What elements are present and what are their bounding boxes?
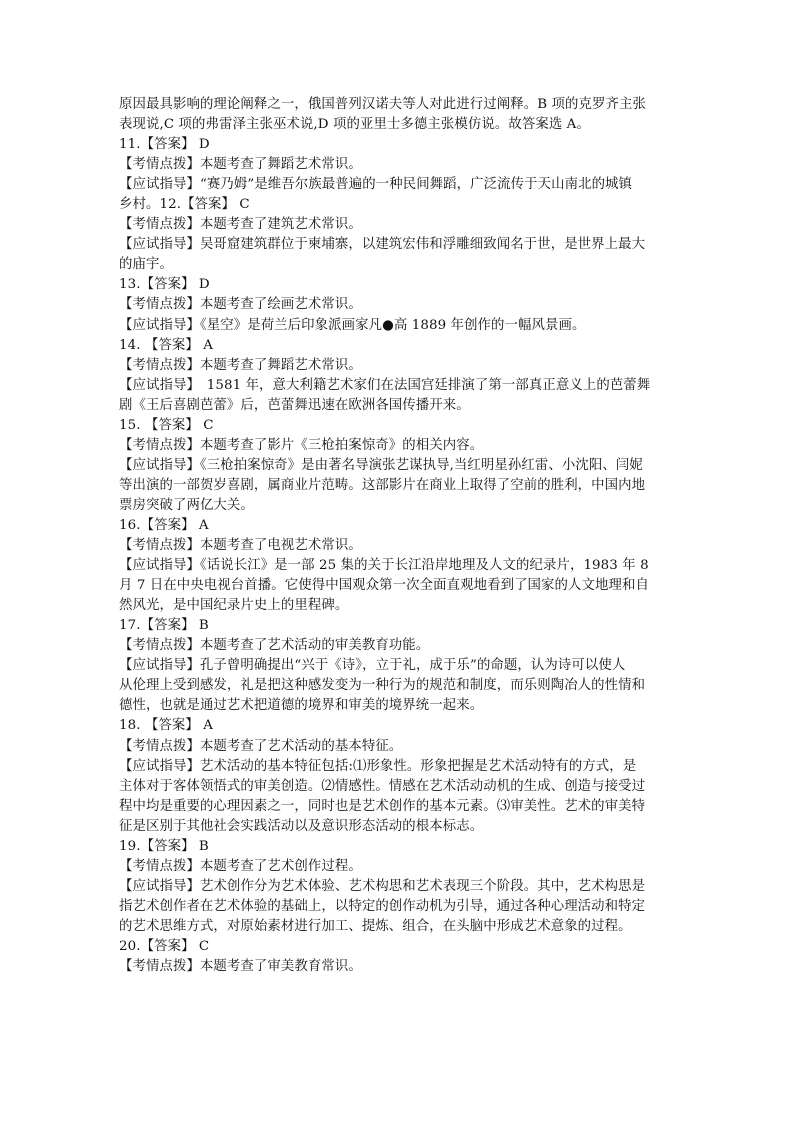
text-line: 的艺术思维方式，对原始素材进行加工、提炼、组合，在头脑中形成艺术意象的过程。 <box>119 918 632 934</box>
text-line: 票房突破了两亿大关。 <box>119 497 254 513</box>
answer-line: 20.【答案】 C <box>119 938 210 954</box>
text-line: 主体对于客体领悟式的审美创造。⑵情感性。情感在艺术活动动机的生成、创造与接受过 <box>119 778 646 794</box>
point-line: 【考情点拨】本题考查了舞蹈艺术常识。 <box>119 357 362 373</box>
guidance-line: 【应试指导】孔子曾明确提出“兴于《诗》，立于礼，成于乐”的命题，认为诗可以使人 <box>119 658 626 674</box>
text-line: 剧《王后喜剧芭蕾》后，芭蕾舞迅速在欧洲各国传播开来。 <box>119 397 470 413</box>
point-line: 【考情点拨】本题考查了艺术活动的审美教育功能。 <box>119 638 430 654</box>
text-line: 程中均是重要的心理因素之一，同时也是艺术创作的基本元素。⑶审美性。艺术的审美特 <box>119 798 646 814</box>
text-line: 然风光，是中国纪录片史上的里程碑。 <box>119 598 349 614</box>
guidance-line: 【应试指导】《话说长江》是一部 25 集的关于长江沿岸地理及人文的纪录片，1983 年 8 <box>119 558 649 574</box>
guidance-line: 【应试指导】吴哥窟建筑群位于柬埔寨，以建筑宏伟和浮雕细致闻名于世，是世界上最大 <box>119 237 646 253</box>
answer-line: 17.【答案】 B <box>119 618 209 634</box>
point-line: 【考情点拨】本题考查了审美教育常识。 <box>119 959 362 975</box>
answer-line: 13.【答案】 D <box>119 277 210 293</box>
text-line: 的庙宇。 <box>119 257 173 273</box>
text-line: 从伦理上受到感发，礼是把这种感发变为一种行为的规范和制度，而乐则陶冶人的性情和 <box>119 678 646 694</box>
answer-line: 11.【答案】 D <box>119 137 210 153</box>
point-line: 【考情点拨】本题考查了舞蹈艺术常识。 <box>119 157 362 173</box>
guidance-line: 【应试指导】 1581 年，意大利籍艺术家们在法国宫廷排演了第一部真正意义上的芭蕾舞 <box>119 377 651 393</box>
guidance-line: 【应试指导】“赛乃姆”是维吾尔族最普遍的一种民间舞蹈，广泛流传于天山南北的城镇 <box>119 177 633 193</box>
guidance-line: 【应试指导】艺术活动的基本特征包括:⑴形象性。形象把握是艺术活动特有的方式，是 <box>119 758 637 774</box>
text-line: 原因最具影响的理论阐释之一，俄国普列汉诺夫等人对此进行过阐释。B 项的克罗齐主张 <box>119 97 646 112</box>
point-line: 【考情点拨】本题考查了艺术活动的基本特征。 <box>119 738 403 754</box>
point-line: 【考情点拨】本题考查了艺术创作过程。 <box>119 858 362 874</box>
text-line: 德性，也就是通过艺术把道德的境界和审美的境界统一起来。 <box>119 698 484 714</box>
guidance-line: 【应试指导】艺术创作分为艺术体验、艺术构思和艺术表现三个阶段。其中，艺术构思是 <box>119 878 646 894</box>
point-line: 【考情点拨】本题考查了影片《三枪拍案惊奇》的相关内容。 <box>119 437 484 453</box>
point-line: 【考情点拨】本题考查了绘画艺术常识。 <box>119 297 362 313</box>
text-line: 等出演的一部贺岁喜剧，属商业片范畴。这部影片在商业上取得了空前的胜利，中国内地 <box>119 477 646 493</box>
text-line: 月 7 日在中央电视台首播。它使得中国观众第一次全面直观地看到了国家的人文地理和自 <box>119 578 649 594</box>
text-line: 表现说,C 项的弗雷泽主张巫术说,D 项的亚里士多德主张模仿说。故答案选 A。 <box>119 117 590 133</box>
point-line: 【考情点拨】本题考查了电视艺术常识。 <box>119 538 362 554</box>
answer-line: 16.【答案】 A <box>119 517 209 533</box>
text-line: 征是区别于其他社会实践活动以及意识形态活动的根本标志。 <box>119 818 484 834</box>
answer-line: 18. 【答案】 A <box>119 718 214 734</box>
guidance-line: 【应试指导】《三枪拍案惊奇》是由著名导演张艺谋执导,当红明星孙红雷、小沈阳、闫妮 <box>119 457 643 473</box>
guidance-line: 【应试指导】《星空》是荷兰后印象派画家凡●高 1889 年创作的一幅风景画。 <box>119 317 586 333</box>
text-line: 指艺术创作者在艺术体验的基础上，以特定的创作动机为引导，通过各种心理活动和特定 <box>119 898 646 914</box>
document-page <box>119 95 679 977</box>
answer-line: 15. 【答案】 C <box>119 417 214 433</box>
answer-line: 14. 【答案】 A <box>119 337 214 353</box>
point-line: 【考情点拨】本题考查了建筑艺术常识。 <box>119 217 362 233</box>
text-line: 乡村。12.【答案】 C <box>119 197 250 213</box>
answer-line: 19.【答案】 B <box>119 838 209 854</box>
